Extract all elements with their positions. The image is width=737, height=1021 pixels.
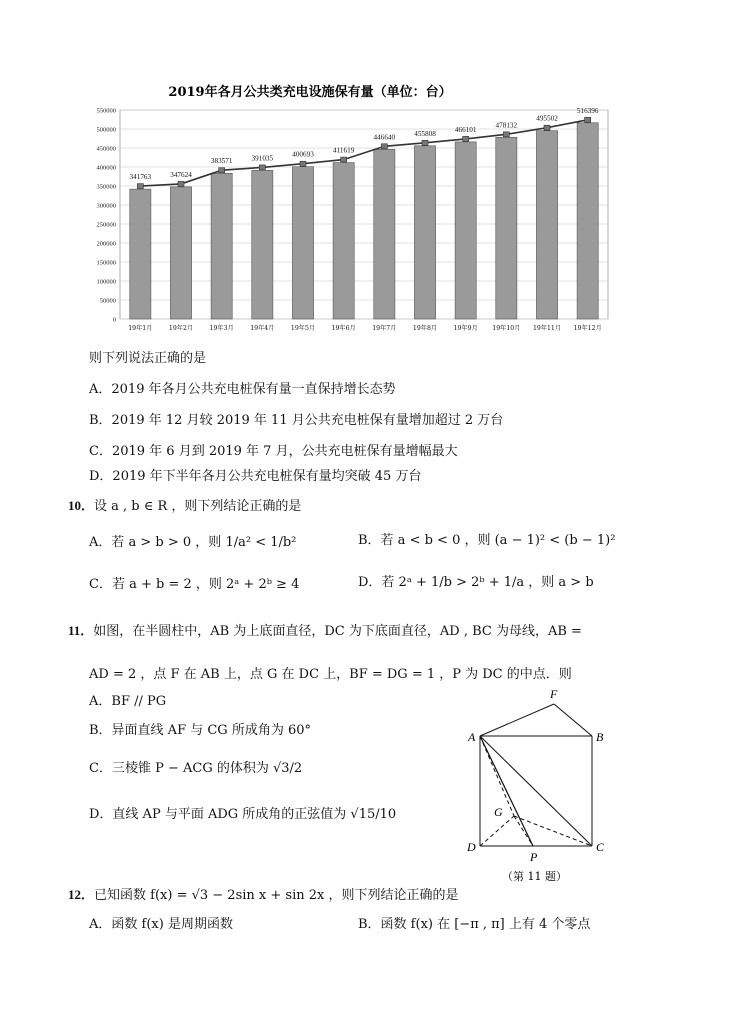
data-label: 478132 xyxy=(495,121,518,130)
trend-marker xyxy=(422,140,428,145)
q10-option-b: B．若 a < b < 0 ，则 (a − 1)² < (b − 1)² xyxy=(358,533,616,548)
data-label: 446640 xyxy=(373,133,396,142)
trend-marker xyxy=(219,168,225,173)
x-tick-label: 19年5月 xyxy=(290,325,316,332)
y-tick-label: 300000 xyxy=(96,202,116,210)
bar xyxy=(130,189,151,319)
y-tick-label: 450000 xyxy=(96,145,116,153)
data-label: 516396 xyxy=(576,106,599,115)
y-tick-label: 150000 xyxy=(96,259,116,267)
y-tick-label: 550000 xyxy=(96,107,116,115)
data-label: 411619 xyxy=(333,146,355,155)
bar xyxy=(374,149,395,319)
bar xyxy=(170,187,191,319)
edge-fb xyxy=(554,704,592,736)
data-label: 466101 xyxy=(454,125,477,134)
data-label: 383571 xyxy=(210,157,233,166)
y-tick-label: 350000 xyxy=(96,183,116,191)
trend-marker xyxy=(259,165,265,170)
q12-stem: 已知函数 f(x) = √3 − 2sin x + sin 2x ，则下列结论正确的是 xyxy=(94,888,459,903)
y-tick-label: 400000 xyxy=(96,164,116,172)
q9-option-d: D．2019 年下半年各月公共充电桩保有量均突破 45 万台 xyxy=(89,469,422,484)
bar xyxy=(577,123,598,319)
bar xyxy=(536,131,557,319)
bar xyxy=(333,163,354,319)
trend-marker xyxy=(178,181,184,186)
label-b: B xyxy=(596,730,604,744)
y-tick-label: 0 xyxy=(112,316,116,324)
label-f: F xyxy=(550,687,558,701)
label-a: A xyxy=(468,730,476,744)
data-label: 391035 xyxy=(251,154,274,163)
trend-marker xyxy=(585,117,591,122)
x-tick-label: 19年3月 xyxy=(209,325,234,332)
x-tick-label: 19年12月 xyxy=(573,325,602,332)
figure-caption: （第 11 题） xyxy=(502,870,567,883)
half-cylinder-figure xyxy=(436,684,616,884)
plot-frame xyxy=(120,110,608,319)
bar xyxy=(496,137,517,319)
trend-marker xyxy=(381,144,387,149)
x-tick-label: 19年11月 xyxy=(532,325,562,332)
q10-header xyxy=(68,497,301,516)
q11-stem-line2: AD = 2 ，点 F 在 AB 上，点 G 在 DC 上，BF = DG = 1 ，P 为 DC 的中点．则 xyxy=(89,667,572,682)
q11-option-a: A．BF // PG xyxy=(89,694,167,709)
trend-marker xyxy=(300,161,306,166)
y-tick-label: 500000 xyxy=(96,126,116,134)
q10-option-a: A．若 a > b > 0 ，则 1/a² < 1/b² xyxy=(89,535,297,550)
label-c: C xyxy=(596,840,605,854)
q12-option-a: A．函数 f(x) 是周期函数 xyxy=(89,917,233,932)
q10-option-d: D．若 2ᵃ + 1/b > 2ᵇ + 1/a ，则 a > b xyxy=(358,575,594,590)
edge-gp-dashed xyxy=(514,816,533,846)
y-tick-label: 50000 xyxy=(99,297,116,305)
bar xyxy=(292,167,313,319)
q9-option-a: A．2019 年各月公共充电桩保有量一直保持增长态势 xyxy=(89,382,396,397)
label-p: P xyxy=(530,850,538,864)
label-g: G xyxy=(494,805,503,819)
bar xyxy=(455,142,476,319)
x-tick-label: 19年2月 xyxy=(168,325,194,332)
edge-dg-dashed xyxy=(480,816,514,846)
q11-option-c: C．三棱锥 P − ACG 的体积为 √3/2 xyxy=(89,761,303,776)
data-label: 400693 xyxy=(292,150,314,159)
q10-stem: 设 a , b ∈ R ，则下列结论正确的是 xyxy=(94,499,302,514)
x-tick-label: 19年6月 xyxy=(331,325,356,332)
label-d: D xyxy=(467,840,476,854)
q9-stem: 则下列说法正确的是 xyxy=(89,351,207,366)
trend-marker xyxy=(503,132,509,137)
x-tick-label: 19年1月 xyxy=(128,325,153,332)
q9-option-b: B．2019 年 12 月较 2019 年 11 月公共充电桩保有量增加超过 2 万台 xyxy=(89,413,504,428)
x-tick-label: 19年7月 xyxy=(372,325,397,332)
data-label: 341763 xyxy=(129,173,152,182)
y-tick-label: 200000 xyxy=(96,240,116,248)
q11-header xyxy=(68,622,582,641)
q11-stem-line1: 如图，在半圆柱中，AB 为上底面直径，DC 为下底面直径，AD , BC 为母线，AB = xyxy=(93,624,582,639)
bar xyxy=(414,146,435,319)
data-label: 347624 xyxy=(170,170,192,179)
q11-number: 11． xyxy=(68,623,94,638)
edge-ag-dashed xyxy=(480,736,514,816)
y-tick-label: 100000 xyxy=(96,278,116,286)
chart-title: 2019年各月公共类充电设施保有量（单位：台） xyxy=(168,85,452,100)
x-tick-label: 19年9月 xyxy=(453,325,478,332)
q11-option-d: D．直线 AP 与平面 ADG 所成角的正弦值为 √15/10 xyxy=(89,807,397,822)
bar xyxy=(252,170,273,319)
edge-ac xyxy=(480,736,592,846)
edge-ap xyxy=(480,736,533,846)
trend-marker xyxy=(137,184,143,189)
q9-option-c: C．2019 年 6 月到 2019 年 7 月，公共充电桩保有量增幅最大 xyxy=(89,444,458,459)
y-tick-label: 250000 xyxy=(96,221,116,229)
x-tick-label: 19年8月 xyxy=(412,325,438,332)
bar-chart xyxy=(68,74,628,340)
q10-number: 10． xyxy=(68,498,95,513)
data-label: 495502 xyxy=(536,114,558,123)
data-label: 455808 xyxy=(414,129,436,138)
trend-marker xyxy=(463,136,469,141)
q12-option-b: B．函数 f(x) 在 [−π , π] 上有 4 个零点 xyxy=(358,917,591,932)
edge-af xyxy=(480,704,554,736)
trend-marker xyxy=(341,157,347,162)
trend-line xyxy=(140,120,587,186)
q10-option-c: C．若 a + b = 2 ，则 2ᵃ + 2ᵇ ≥ 4 xyxy=(89,577,300,592)
q11-option-b: B．异面直线 AF 与 CG 所成角为 60° xyxy=(89,723,311,738)
trend-marker xyxy=(544,125,550,130)
x-tick-label: 19年4月 xyxy=(250,325,275,332)
q12-header xyxy=(68,886,458,905)
bar xyxy=(211,173,232,319)
x-tick-label: 19年10月 xyxy=(492,325,521,332)
q12-number: 12． xyxy=(68,887,95,902)
